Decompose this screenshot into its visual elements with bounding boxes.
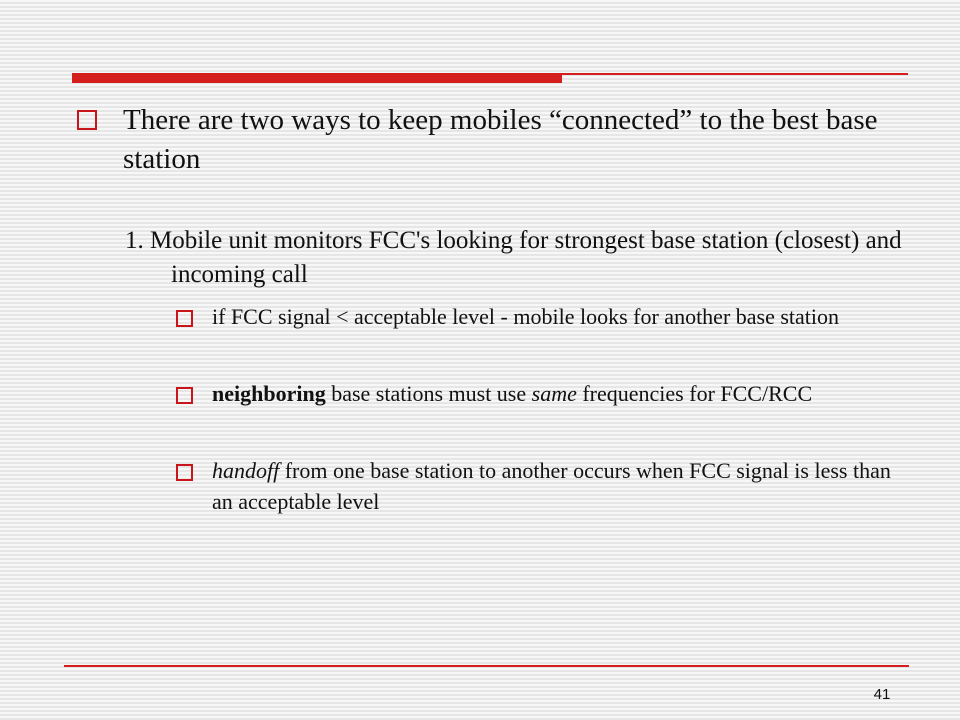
square-bullet-icon xyxy=(176,387,193,404)
square-bullet-icon xyxy=(176,464,193,481)
text-run: base stations must use xyxy=(325,381,532,406)
top-thin-rule xyxy=(562,73,908,75)
bold-term: neighboring xyxy=(212,381,326,406)
square-bullet-icon xyxy=(77,110,97,130)
main-bullet-text: There are two ways to keep mobiles “connected” to the best base station xyxy=(123,104,878,175)
square-bullet-icon xyxy=(176,310,193,327)
italic-term: same xyxy=(531,381,577,406)
sub-bullet-text xyxy=(212,378,902,409)
text-run: frequencies for FCC/RCC xyxy=(576,381,813,406)
italic-term: handoff xyxy=(212,458,280,483)
top-accent-rule xyxy=(72,73,562,83)
sub-bullet-text xyxy=(212,301,902,332)
page-number: 41 xyxy=(873,686,891,703)
numbered-item: 1. Mobile unit monitors FCC's looking for strongest base station (closest) and incoming call xyxy=(125,227,902,288)
sub-bullet-1-text: if FCC signal < acceptable level - mobile looks for another base station xyxy=(212,304,840,329)
text-run: from one base station to another occurs when FCC signal is less than an acceptable level xyxy=(212,458,891,514)
bottom-rule xyxy=(64,665,909,667)
sub-bullet-text xyxy=(212,455,902,517)
